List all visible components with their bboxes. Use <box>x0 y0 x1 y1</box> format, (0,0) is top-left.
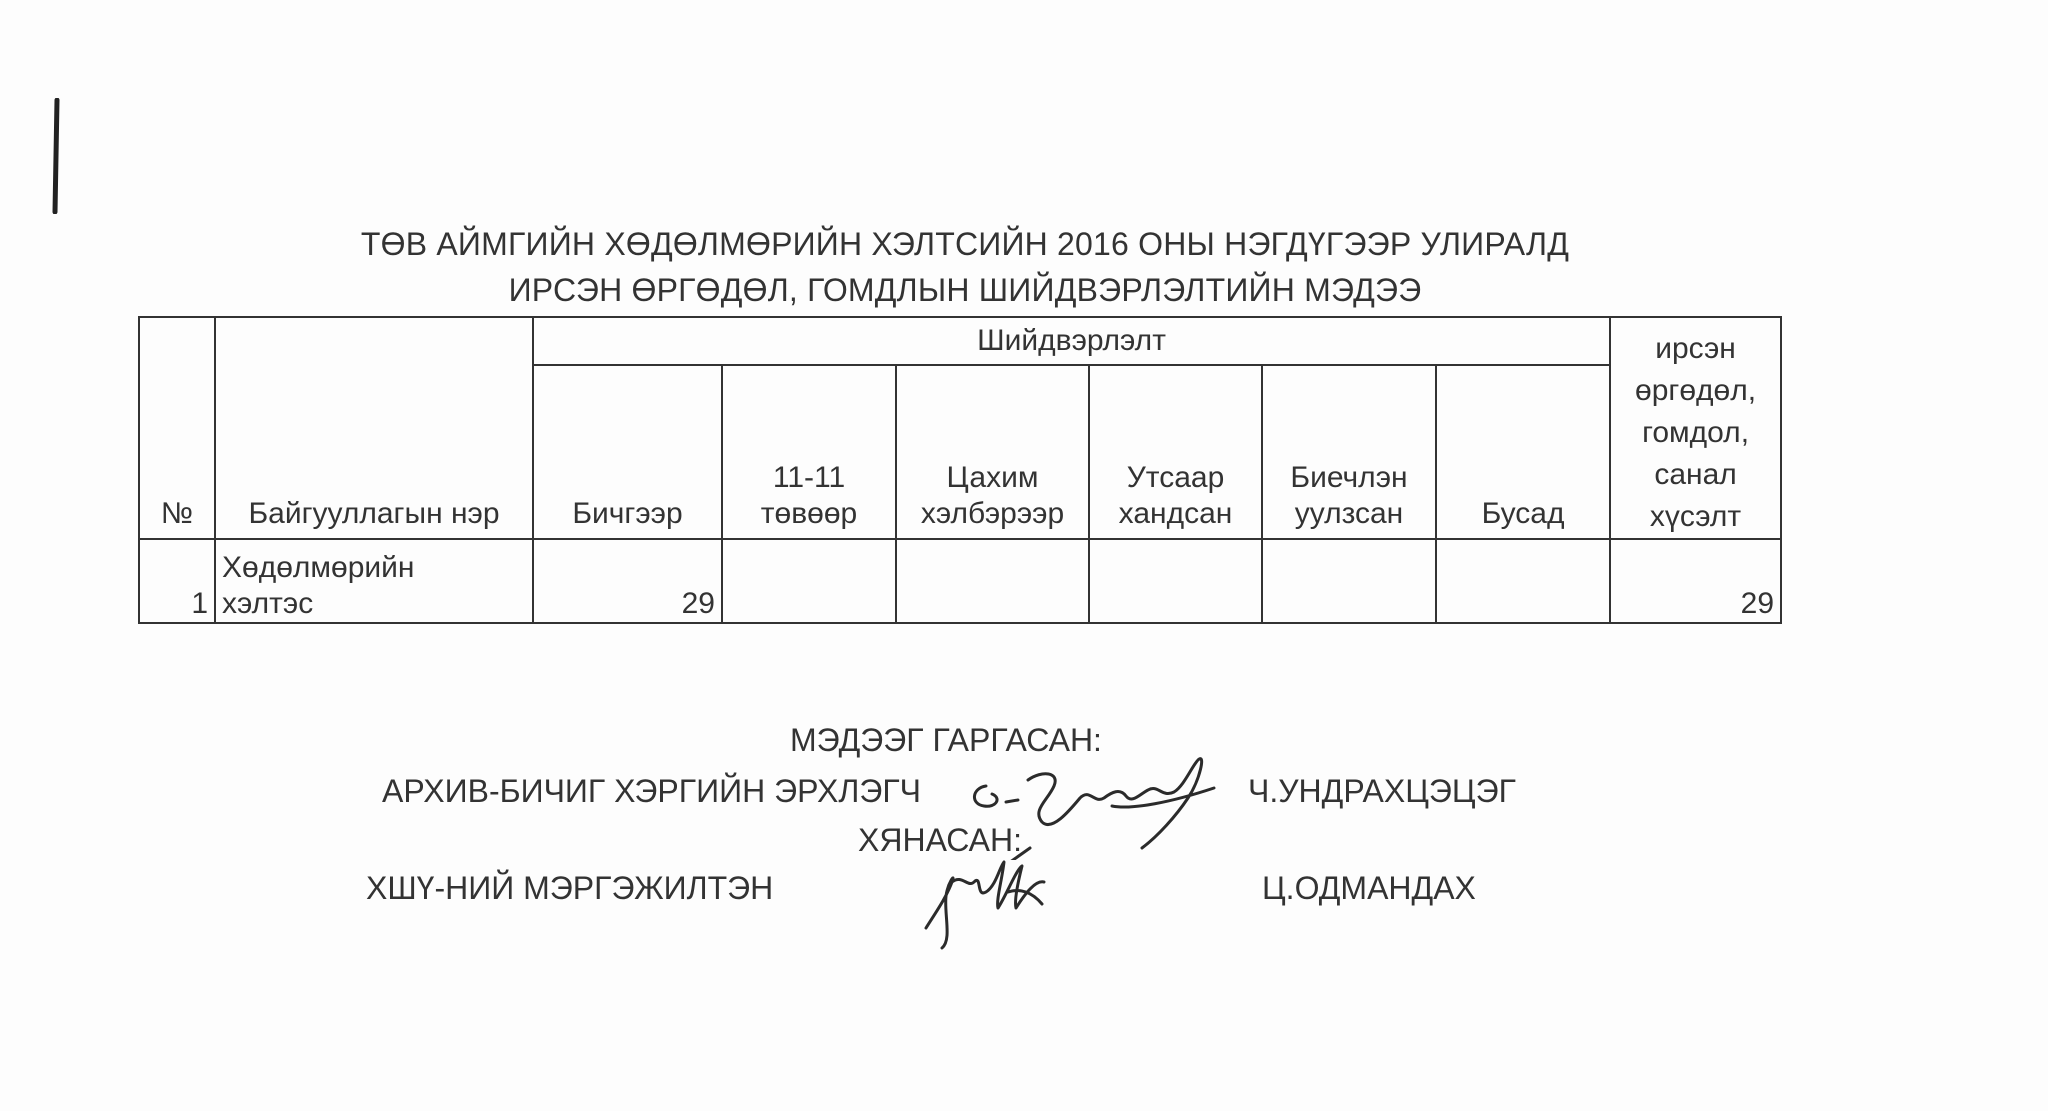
table-row <box>139 539 1781 623</box>
cell-phone <box>1089 539 1262 623</box>
cell-other <box>1436 539 1610 623</box>
document-title-line-2: ИРСЭН ӨРГӨДӨЛ, ГОМДЛЫН ШИЙДВЭРЛЭЛТИЙН МЭДЭЭ <box>508 272 1422 308</box>
total-header-line: хүсэлт <box>1649 500 1742 533</box>
issued-label: МЭДЭЭГ ГАРГАСАН: <box>790 722 1102 758</box>
sub-header-line: Утсаар <box>1126 461 1225 494</box>
issuer-position: АРХИВ-БИЧИГ ХЭРГИЙН ЭРХЛЭГЧ <box>382 773 921 809</box>
cell-electronic <box>896 539 1089 623</box>
sub-header-line: Биечлэн <box>1290 461 1408 494</box>
column-group-header-resolution: Шийдвэрлэлт <box>533 317 1610 365</box>
cell-11-11-center <box>722 539 896 623</box>
column-header-organization: Байгууллагын нэр <box>215 317 533 539</box>
header-row-1 <box>139 317 1781 365</box>
column-header-in-person <box>1262 365 1436 539</box>
reviewed-label: ХЯНАСАН: <box>858 822 1022 858</box>
report-table <box>138 316 1782 624</box>
column-header-phone <box>1089 365 1262 539</box>
issuer-signature <box>962 740 1242 860</box>
sub-header-line: төвөөр <box>760 497 858 530</box>
organization-line: хэлтэс <box>222 587 314 620</box>
cell-in-person <box>1262 539 1436 623</box>
total-header-line: гомдол, <box>1642 416 1750 449</box>
total-header-line: санал <box>1654 458 1737 491</box>
organization-line: Хөдөлмөрийн <box>222 551 415 584</box>
column-header-written <box>533 365 722 539</box>
cell-total: 29 <box>1610 539 1781 623</box>
reviewer-signature <box>912 852 1062 952</box>
sub-header-line: уулзсан <box>1294 497 1404 530</box>
sub-header-line: 11-11 <box>772 461 846 494</box>
staple-mark <box>52 98 60 214</box>
cell-organization <box>215 539 533 623</box>
document-title-line-1: ТӨВ АЙМГИЙН ХӨДӨЛМӨРИЙН ХЭЛТСИЙН 2016 ОНЫ НЭГДҮГЭЭР УЛИРАЛД <box>360 226 1570 262</box>
total-header-line: ирсэн <box>1655 332 1736 365</box>
column-header-number: № <box>139 317 215 539</box>
column-header-total <box>1610 317 1781 539</box>
sub-header-line: хэлбэрээр <box>920 497 1065 530</box>
sub-header-line: Бусад <box>1481 497 1565 530</box>
column-header-other <box>1436 365 1610 539</box>
column-header-11-11-center <box>722 365 896 539</box>
issuer-name: Ч.УНДРАХЦЭЦЭГ <box>1248 773 1516 809</box>
cell-written: 29 <box>533 539 722 623</box>
sub-header-line: Цахим <box>946 461 1039 494</box>
sub-header-line: Бичгээр <box>572 497 683 530</box>
cell-number: 1 <box>139 539 215 623</box>
reviewer-position: ХШҮ-НИЙ МЭРГЭЖИЛТЭН <box>366 870 774 906</box>
sub-header-line: хандсан <box>1118 497 1233 530</box>
column-header-electronic <box>896 365 1089 539</box>
total-header-line: өргөдөл, <box>1635 374 1757 407</box>
reviewer-name: Ц.ОДМАНДАХ <box>1262 870 1476 906</box>
